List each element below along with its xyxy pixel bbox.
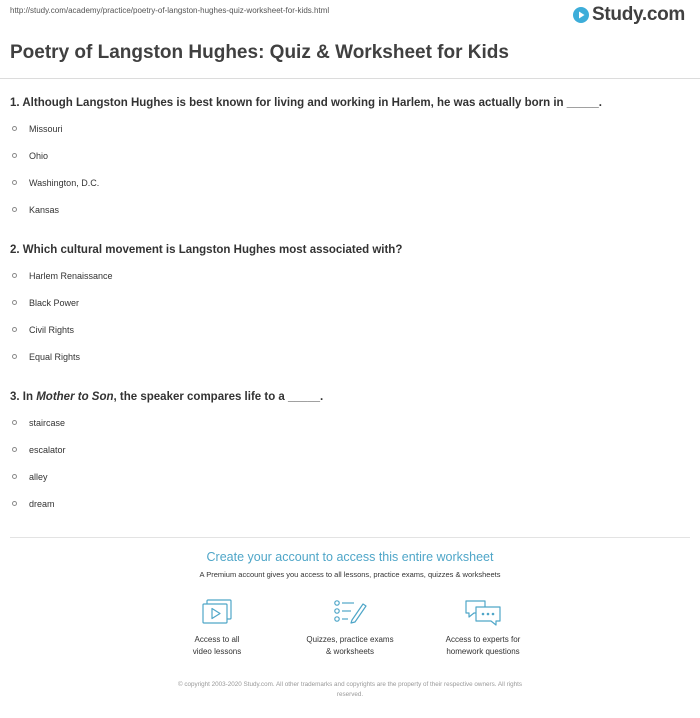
radio-button[interactable] [12,474,17,479]
question-text: 3. In Mother to Son, the speaker compares life to a _____. [10,391,324,403]
question-3 [10,389,690,517]
answer-option[interactable]: escalator [10,436,690,463]
feature-quizzes [280,598,420,658]
feature-text: Access to all video lessons [192,635,242,656]
video-icon [200,598,234,628]
logo-text: Study.com [591,4,685,25]
answer-option[interactable]: dream [10,490,690,517]
question-2 [10,242,690,370]
question-1 [10,95,690,223]
answer-option[interactable]: alley [10,463,690,490]
feature-text: Access to experts for homework questions [445,635,521,656]
radio-button[interactable] [12,354,17,359]
radio-button[interactable] [12,207,17,212]
answer-option[interactable]: Civil Rights [10,316,690,343]
radio-button[interactable] [12,420,17,425]
section-divider [10,537,690,538]
feature-experts [413,598,553,658]
answer-option[interactable]: Harlem Renaissance [10,262,690,289]
study-logo[interactable] [573,4,685,26]
quiz-icon [332,598,368,628]
answer-option[interactable]: Washington, D.C. [10,169,690,196]
radio-button[interactable] [12,273,17,278]
page-title: Poetry of Langston Hughes: Quiz & Worksheet for Kids [10,42,509,63]
radio-button[interactable] [12,153,17,158]
chat-icon [463,598,503,628]
question-text: 1. Although Langston Hughes is best known for living and working in Harlem, he was actually born in _____. [10,97,602,109]
cta-subtitle: A Premium account gives you access to all lessons, practice exams, quizzes & worksheets [199,570,501,579]
radio-button[interactable] [12,180,17,185]
radio-button[interactable] [12,447,17,452]
answer-option[interactable]: staircase [10,409,690,436]
radio-button[interactable] [12,327,17,332]
radio-button[interactable] [12,126,17,131]
radio-button[interactable] [12,501,17,506]
page-url: http://study.com/academy/practice/poetry-of-langston-hughes-quiz-worksheet-for-kids.html [10,6,330,15]
answer-option[interactable]: Ohio [10,142,690,169]
question-text: 2. Which cultural movement is Langston Hughes most associated with? [10,244,403,256]
play-icon [573,7,589,23]
feature-video-lessons [147,598,287,658]
radio-button[interactable] [12,300,17,305]
answer-option[interactable]: Black Power [10,289,690,316]
title-divider [0,78,700,79]
cta-link[interactable]: Create your account to access this entire worksheet [206,550,494,564]
feature-text: Quizzes, practice exams & worksheets [306,635,394,656]
copyright-notice: © copyright 2003-2020 Study.com. All other trademarks and copyrights are the property of their respective owners. All rights reserved. [177,681,523,698]
answer-option[interactable]: Equal Rights [10,343,690,370]
answer-option[interactable]: Kansas [10,196,690,223]
answer-option[interactable]: Missouri [10,115,690,142]
